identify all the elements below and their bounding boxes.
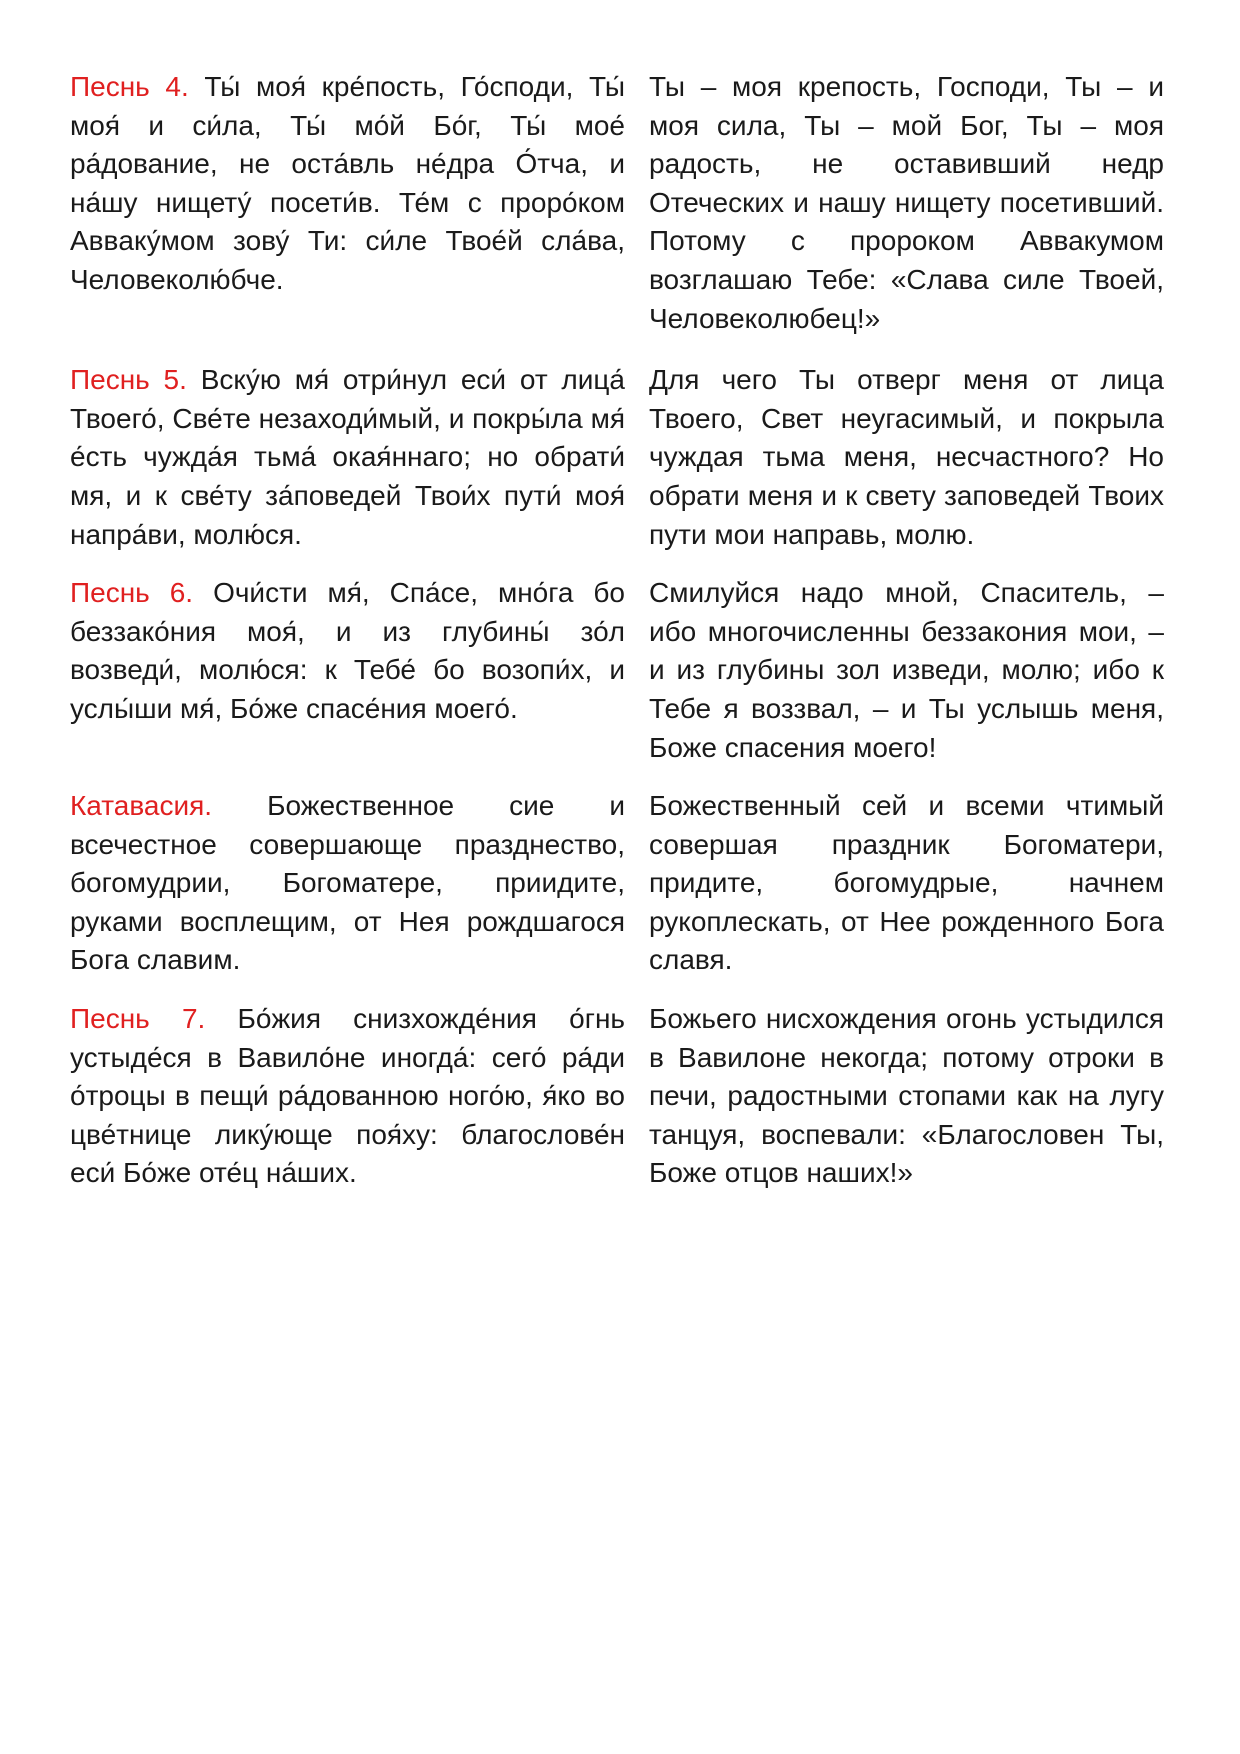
section-text: Божественное сие и всечестное совершающе празднество, богомудрии, Богоматере, приидите, руками восплещим, от Нея рождшагося Бога славим. bbox=[70, 790, 626, 976]
section-label: Песнь 7. bbox=[70, 1003, 206, 1035]
section-text: Ты́ моя́ кре́пость, Го́споди, Ты́ моя́ и си́ла, Ты́ мо́й Бо́г, Ты́ мое́ ра́дование, не оста́вль не́дра О́тча, и на́шу нищету́ посети́в. Те́м с проро́ком Аввaку́мом зову́ Ти: си́ле Твое́й сла́ва, Человеколю́бче. bbox=[70, 71, 626, 295]
russian-translation: Божьего нисхождения огонь устыдился в Вавилоне некогда; потому отроки в печи, радостными стопами как на лугу танцуя, воспевали: «Благословен Ты, Боже отцов наших!» bbox=[649, 1003, 1164, 1189]
russian-translation: Смилуйся надо мной, Спаситель, – ибо многочисленны беззакония мои, – и из глубины зол изведи, молю; ибо к Тебе я воззвал, – и Ты услышь меня, Боже спасения моего! bbox=[649, 577, 1164, 763]
church-slavonic-text bbox=[70, 68, 625, 338]
russian-translation: Божественный сей и всеми чтимый совершая праздник Богоматери, придите, богомудрые, начнем рукоплескать, от Нее рожденного Бога славя. bbox=[649, 790, 1164, 976]
katavasia-row bbox=[70, 787, 1170, 980]
section-text: Бо́жия снизхожде́ния о́гнь устыде́ся в Вавило́не иногда́: сего́ ра́ди о́троцы в пещи́ ра́дованною ного́ю, я́ко во цве́тнице лику́юще поя́ху: благослове́н еси́ Бо́же оте́ц на́ших. bbox=[70, 1003, 625, 1189]
section-label: Песнь 6. bbox=[70, 577, 194, 609]
russian-translation: Ты – моя крепость, Господи, Ты – и моя сила, Ты – мой Бог, Ты – моя радость, не оставивший недр Отеческих и нашу нищету посетивший. Потому с пророком Аввакумом возглашаю Тебе: «Слава силе Твоей, Человеколюбец!» bbox=[649, 71, 1164, 334]
church-slavonic-text bbox=[70, 574, 625, 767]
section-label: Песнь 4. bbox=[70, 71, 189, 102]
ode-7-row bbox=[70, 1000, 1170, 1193]
church-slavonic-text bbox=[70, 1000, 625, 1193]
russian-translation: Для чего Ты отверг меня от лица Твоего, Свет неугасимый, и покрыла чуждая тьма меня, несчастного? Но обрати меня и к свету заповедей Твоих пути мои направь, молю. bbox=[649, 364, 1164, 550]
section-text: Очи́сти мя́, Спа́се, мно́га бо беззако́ния моя́, и из глубины́ зо́л возведи́, молю́ся: к Тебе́ бо возопи́х, и услы́ши мя́, Бо́же спасе́ния моего́. bbox=[70, 577, 625, 724]
ode-4-row bbox=[70, 68, 1170, 338]
ode-5-row bbox=[70, 361, 1170, 554]
church-slavonic-text bbox=[70, 361, 625, 554]
ode-6-row bbox=[70, 574, 1170, 767]
section-label: Песнь 5. bbox=[70, 364, 187, 396]
two-column-text-page bbox=[70, 68, 1170, 1193]
church-slavonic-text bbox=[70, 787, 625, 980]
section-label: Катавасия. bbox=[70, 790, 213, 822]
section-text: Вску́ю мя́ отри́нул еси́ от лица́ Твоего́, Све́те незаходи́мый, и покры́ла мя́ е́сть чужда́я тьма́ окая́ннаго; но обрати́ мя, и к све́ту за́поведей Твои́х пути́ моя́ напра́ви, молю́ся. bbox=[70, 364, 626, 550]
